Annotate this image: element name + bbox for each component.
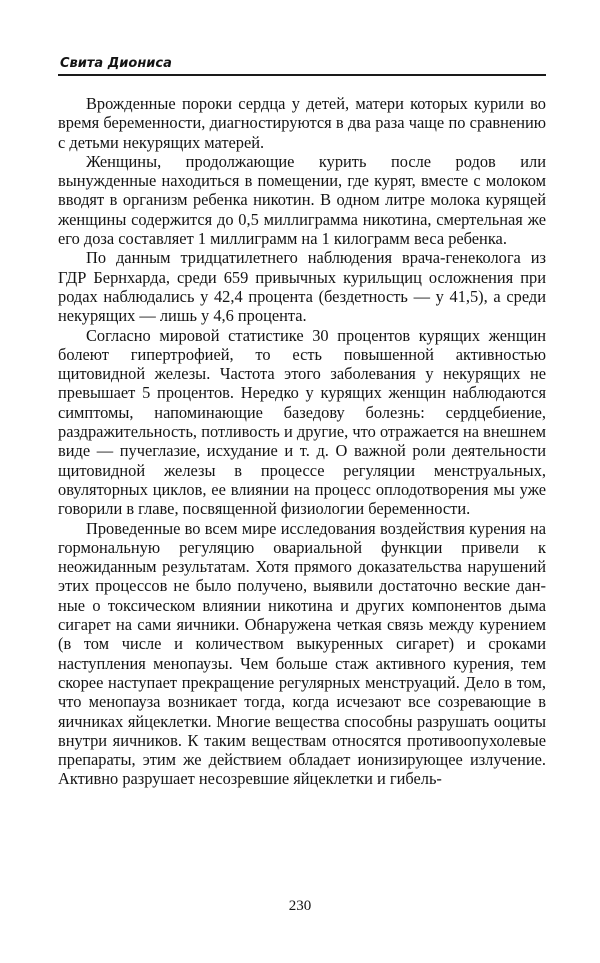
paragraph-4: Согласно мировой статистике 30 процентов курящих женщин болеют гипертрофией, то есть повышенной активностью щитовидной железы. Частота этого заболевания у некурящих не превышает 5 процентов. Нередко у курящих женщин наблюдаются симптомы, напоминающие базедову болезнь: сердцебиение, раздражительность, потливость и другие, что отражается на внешнем виде — пучеглазие, исхудание и т. д. О важной роли деятельности щитовидной железы в процессе регуляции менструальных, овуляторных циклов, ее влиянии на процесс оплодотворения мы уже говорили в главе, посвященной физиологии беременности. xyxy=(58,325,546,519)
book-page xyxy=(58,56,546,789)
paragraph-2: Женщины, продолжающие курить после родов или вынужденные находиться в помещении, где курят, вместе с молоком вводят в организм ребенка никотин. В одном литре молока курящей женщины содержится до 0,5 миллиграмма никотина, смертельная же его доза составляет 1 миллиграмм на 1 килограмм веса ребенка. xyxy=(58,151,546,249)
header-rule xyxy=(58,74,546,76)
paragraph-3: По данным тридцатилетнего наблюдения врача-генеколога из ГДР Бернхарда, среди 659 привычных курильщиц осложнения при родах наблюдались у 42,4 процента (бездетность — у 41,5), а среди некурящих — лишь у 4,6 процента. xyxy=(58,248,546,326)
paragraph-1: Врожденные пороки сердца у детей, матери которых курили во время беременности, диагностируются в два раза чаще по сравнению с детьми некурящих матерей. xyxy=(58,94,546,152)
paragraph-5: Проведенные во всем мире исследования воздействия курения на гормональную регуляцию овариальной функции привели к неожиданным результатам. Хотя прямого доказательства нарушений этих процессов не было получено, выявили достаточно веские данные о токсическом влиянии никотина и других компонентов дыма сигарет на сами яичники. Обнаружена четкая связь между курением (в том числе и количеством выкуренных сигарет) и сроками наступления менопаузы. Чем больше стаж активного курения, тем скорее наступает прекращение регулярных менструаций. Дело в том, что менопауза возникает тогда, когда исчезают все созревающие в яичниках яйцеклетки. Многие вещества способны разрушать ооциты внутри яичников. К таким веществам относятся противоопухолевые препараты, этим же действием обладает ионизирующее излучение. Активно разрушает несозревшие яйцеклетки и гибель- xyxy=(58,518,546,789)
body-text xyxy=(58,94,546,789)
page-number: 230 xyxy=(288,898,312,914)
running-header: Свита Диониса xyxy=(60,56,172,71)
